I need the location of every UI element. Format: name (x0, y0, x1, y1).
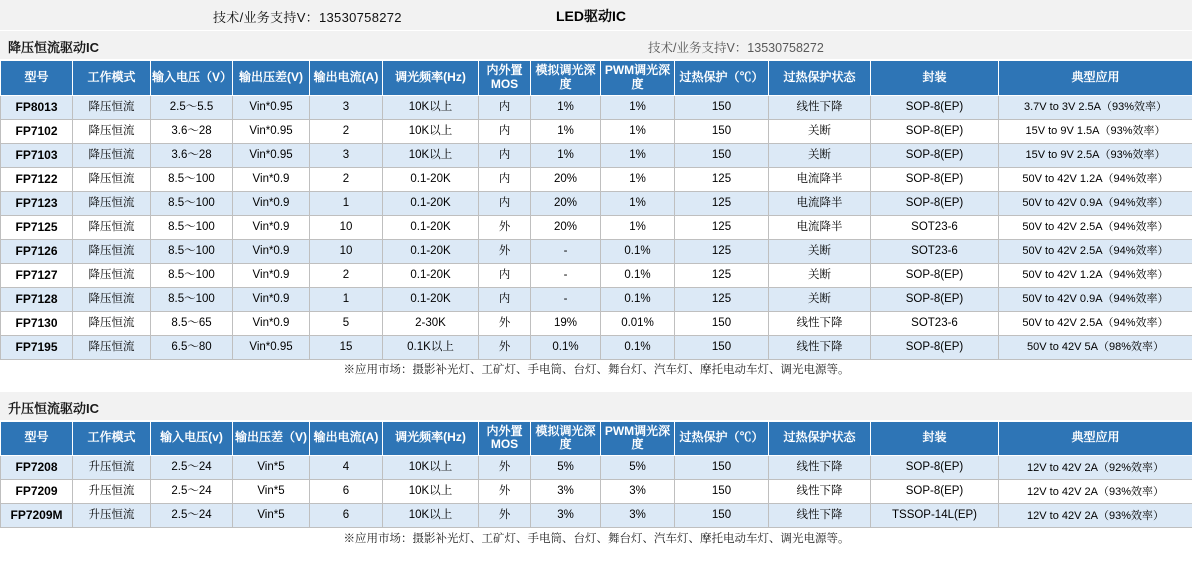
cell-application: 12V to 42V 2A（92%效率） (999, 456, 1192, 480)
table-row (1, 480, 1192, 504)
cell-package: SOP-8(EP) (871, 480, 999, 504)
cell-vdrop: Vin*0.95 (233, 143, 310, 167)
cell-model: FP7126 (1, 239, 73, 263)
application-note: ※应用市场：摄影补光灯、工矿灯、手电筒、台灯、舞台灯、汽车灯、摩托电动车灯、调光电源等。 (1, 359, 1192, 382)
cell-application: 50V to 42V 5A（98%效率） (999, 335, 1192, 359)
cell-application: 50V to 42V 0.9A（94%效率） (999, 191, 1192, 215)
cell-pwm: 0.01% (601, 311, 675, 335)
cell-mos: 内 (479, 191, 531, 215)
cell-analog: 1% (531, 95, 601, 119)
cell-otp-state: 关断 (769, 263, 871, 287)
cell-vdrop: Vin*5 (233, 504, 310, 528)
cell-vin: 6.5～80 (151, 335, 233, 359)
table-row (1, 504, 1192, 528)
cell-package: SOP-8(EP) (871, 287, 999, 311)
cell-vin: 8.5～100 (151, 263, 233, 287)
cell-vin: 2.5～24 (151, 456, 233, 480)
cell-pwm: 0.1% (601, 239, 675, 263)
cell-application: 12V to 42V 2A（93%效率） (999, 504, 1192, 528)
cell-otp-state: 线性下降 (769, 335, 871, 359)
support-contact-top: 技术/业务支持V：13530758272 (213, 10, 402, 25)
table-row (1, 215, 1192, 239)
cell-package: SOP-8(EP) (871, 143, 999, 167)
buck-table (0, 60, 1192, 382)
cell-model: FP7209 (1, 480, 73, 504)
cell-pwm: 3% (601, 480, 675, 504)
section-header-boost (0, 392, 1192, 421)
col-mos: 内外置MOS (479, 61, 531, 96)
cell-mode: 降压恒流 (73, 239, 151, 263)
cell-vdrop: Vin*0.95 (233, 335, 310, 359)
col-analog-depth: 模拟调光深度 (531, 421, 601, 456)
table-row (1, 95, 1192, 119)
col-vin: 输入电压(v) (151, 421, 233, 456)
cell-mode: 降压恒流 (73, 335, 151, 359)
cell-vin: 8.5～100 (151, 239, 233, 263)
section-title-boost: 升压恒流驱动IC (8, 400, 100, 416)
buck-table-body (1, 95, 1192, 382)
col-analog-depth: 模拟调光深度 (531, 61, 601, 96)
cell-pwm: 1% (601, 119, 675, 143)
boost-table (0, 421, 1192, 551)
col-pwm-depth: PWM调光深度 (601, 61, 675, 96)
cell-otp: 125 (675, 167, 769, 191)
cell-model: FP7122 (1, 167, 73, 191)
cell-pwm: 5% (601, 456, 675, 480)
cell-vdrop: Vin*0.95 (233, 119, 310, 143)
col-mos: 内外置MOS (479, 421, 531, 456)
col-application: 典型应用 (999, 61, 1192, 96)
cell-application: 12V to 42V 2A（93%效率） (999, 480, 1192, 504)
cell-analog: 5% (531, 456, 601, 480)
cell-mos: 内 (479, 95, 531, 119)
cell-mos: 外 (479, 504, 531, 528)
cell-mos: 外 (479, 239, 531, 263)
cell-freq: 10K以上 (383, 119, 479, 143)
cell-vdrop: Vin*0.9 (233, 239, 310, 263)
cell-mos: 外 (479, 480, 531, 504)
cell-otp: 150 (675, 119, 769, 143)
cell-vin: 2.5～24 (151, 504, 233, 528)
cell-iout: 10 (310, 239, 383, 263)
cell-model: FP7195 (1, 335, 73, 359)
cell-model: FP7209M (1, 504, 73, 528)
cell-freq: 2-30K (383, 311, 479, 335)
cell-package: SOP-8(EP) (871, 456, 999, 480)
cell-model: FP7125 (1, 215, 73, 239)
cell-mode: 升压恒流 (73, 456, 151, 480)
cell-application: 15V to 9V 1.5A（93%效率） (999, 119, 1192, 143)
cell-pwm: 0.1% (601, 263, 675, 287)
cell-pwm: 1% (601, 95, 675, 119)
cell-freq: 0.1-20K (383, 191, 479, 215)
cell-otp: 150 (675, 335, 769, 359)
cell-mos: 内 (479, 143, 531, 167)
cell-analog: - (531, 239, 601, 263)
cell-package: SOP-8(EP) (871, 263, 999, 287)
col-model: 型号 (1, 421, 73, 456)
cell-mos: 内 (479, 167, 531, 191)
cell-iout: 1 (310, 191, 383, 215)
cell-model: FP7128 (1, 287, 73, 311)
cell-iout: 3 (310, 95, 383, 119)
cell-mode: 降压恒流 (73, 143, 151, 167)
cell-package: SOP-8(EP) (871, 191, 999, 215)
cell-otp: 150 (675, 456, 769, 480)
cell-vdrop: Vin*5 (233, 456, 310, 480)
cell-otp-state: 电流降半 (769, 167, 871, 191)
section-spacer (0, 382, 1192, 392)
cell-analog: 0.1% (531, 335, 601, 359)
cell-analog: 20% (531, 191, 601, 215)
cell-otp: 125 (675, 191, 769, 215)
cell-iout: 1 (310, 287, 383, 311)
cell-vin: 8.5～65 (151, 311, 233, 335)
cell-package: SOP-8(EP) (871, 119, 999, 143)
cell-mode: 降压恒流 (73, 287, 151, 311)
cell-application: 50V to 42V 2.5A（94%效率） (999, 239, 1192, 263)
cell-application: 50V to 42V 0.9A（94%效率） (999, 287, 1192, 311)
cell-iout: 6 (310, 504, 383, 528)
cell-vin: 8.5～100 (151, 167, 233, 191)
cell-pwm: 0.1% (601, 335, 675, 359)
col-otp: 过热保护（℃） (675, 421, 769, 456)
table-row (1, 167, 1192, 191)
cell-package: SOT23-6 (871, 215, 999, 239)
col-pwm-depth: PWM调光深度 (601, 421, 675, 456)
cell-mos: 外 (479, 311, 531, 335)
cell-pwm: 1% (601, 167, 675, 191)
cell-mode: 降压恒流 (73, 263, 151, 287)
cell-otp-state: 关断 (769, 239, 871, 263)
cell-vdrop: Vin*0.95 (233, 95, 310, 119)
section-header-buck (0, 31, 1192, 60)
cell-otp: 150 (675, 95, 769, 119)
cell-analog: 20% (531, 215, 601, 239)
cell-vdrop: Vin*0.9 (233, 215, 310, 239)
cell-otp-state: 线性下降 (769, 480, 871, 504)
cell-freq: 10K以上 (383, 143, 479, 167)
cell-analog: 19% (531, 311, 601, 335)
cell-otp-state: 电流降半 (769, 215, 871, 239)
cell-mode: 升压恒流 (73, 480, 151, 504)
cell-analog: 20% (531, 167, 601, 191)
table-row (1, 263, 1192, 287)
col-application: 典型应用 (999, 421, 1192, 456)
cell-otp: 125 (675, 215, 769, 239)
cell-analog: 3% (531, 504, 601, 528)
cell-model: FP7130 (1, 311, 73, 335)
cell-application: 50V to 42V 2.5A（94%效率） (999, 311, 1192, 335)
cell-vin: 8.5～100 (151, 287, 233, 311)
col-otp: 过热保护（℃） (675, 61, 769, 96)
col-otp-state: 过热保护状态 (769, 61, 871, 96)
cell-mode: 降压恒流 (73, 215, 151, 239)
cell-iout: 2 (310, 263, 383, 287)
table-row (1, 456, 1192, 480)
cell-freq: 10K以上 (383, 504, 479, 528)
table-row (1, 191, 1192, 215)
cell-vdrop: Vin*0.9 (233, 311, 310, 335)
cell-otp-state: 关断 (769, 143, 871, 167)
cell-package: SOT23-6 (871, 311, 999, 335)
cell-vdrop: Vin*5 (233, 480, 310, 504)
cell-pwm: 1% (601, 215, 675, 239)
cell-package: SOP-8(EP) (871, 95, 999, 119)
cell-model: FP7102 (1, 119, 73, 143)
cell-otp-state: 关断 (769, 119, 871, 143)
cell-application: 50V to 42V 2.5A（94%效率） (999, 215, 1192, 239)
section-title-buck: 降压恒流驱动IC (8, 40, 100, 55)
table-row (1, 143, 1192, 167)
col-model: 型号 (1, 61, 73, 96)
cell-vin: 2.5～5.5 (151, 95, 233, 119)
cell-package: SOP-8(EP) (871, 335, 999, 359)
cell-freq: 10K以上 (383, 480, 479, 504)
col-vdrop: 输出压差（V) (233, 421, 310, 456)
cell-otp: 125 (675, 287, 769, 311)
cell-freq: 0.1K以上 (383, 335, 479, 359)
cell-package: TSSOP-14L(EP) (871, 504, 999, 528)
col-dim-freq: 调光频率(Hz) (383, 61, 479, 96)
application-note-row (1, 528, 1192, 551)
col-package: 封装 (871, 61, 999, 96)
cell-otp-state: 线性下降 (769, 311, 871, 335)
cell-pwm: 1% (601, 191, 675, 215)
cell-vin: 8.5～100 (151, 215, 233, 239)
cell-vdrop: Vin*0.9 (233, 263, 310, 287)
cell-iout: 15 (310, 335, 383, 359)
cell-application: 50V to 42V 1.2A（94%效率） (999, 263, 1192, 287)
col-vin: 输入电压（V） (151, 61, 233, 96)
cell-analog: - (531, 263, 601, 287)
table-row (1, 335, 1192, 359)
table-row (1, 239, 1192, 263)
cell-vin: 8.5～100 (151, 191, 233, 215)
cell-model: FP7127 (1, 263, 73, 287)
cell-vin: 2.5～24 (151, 480, 233, 504)
cell-application: 3.7V to 3V 2.5A（93%效率） (999, 95, 1192, 119)
cell-otp-state: 关断 (769, 287, 871, 311)
cell-freq: 0.1-20K (383, 239, 479, 263)
support-contact-section: 技术/业务支持V：13530758272 (648, 41, 824, 55)
cell-freq: 10K以上 (383, 456, 479, 480)
cell-mos: 内 (479, 263, 531, 287)
cell-freq: 0.1-20K (383, 287, 479, 311)
cell-application: 15V to 9V 2.5A（93%效率） (999, 143, 1192, 167)
cell-iout: 6 (310, 480, 383, 504)
cell-pwm: 1% (601, 143, 675, 167)
cell-otp: 150 (675, 480, 769, 504)
col-package: 封装 (871, 421, 999, 456)
table-header-row (1, 421, 1192, 456)
boost-table-body (1, 456, 1192, 551)
page-title: LED驱动IC (556, 8, 626, 24)
cell-iout: 2 (310, 119, 383, 143)
col-vdrop: 输出压差(V) (233, 61, 310, 96)
cell-otp-state: 线性下降 (769, 95, 871, 119)
cell-application: 50V to 42V 1.2A（94%效率） (999, 167, 1192, 191)
cell-analog: - (531, 287, 601, 311)
cell-mos: 外 (479, 335, 531, 359)
cell-pwm: 3% (601, 504, 675, 528)
cell-package: SOT23-6 (871, 239, 999, 263)
cell-otp: 150 (675, 311, 769, 335)
cell-mode: 降压恒流 (73, 119, 151, 143)
cell-vin: 3.6～28 (151, 143, 233, 167)
cell-mode: 降压恒流 (73, 311, 151, 335)
cell-vin: 3.6～28 (151, 119, 233, 143)
table-row (1, 119, 1192, 143)
table-header-row (1, 61, 1192, 96)
cell-iout: 2 (310, 167, 383, 191)
cell-mos: 内 (479, 287, 531, 311)
cell-vdrop: Vin*0.9 (233, 287, 310, 311)
cell-analog: 3% (531, 480, 601, 504)
cell-vdrop: Vin*0.9 (233, 167, 310, 191)
col-iout: 输出电流(A) (310, 61, 383, 96)
cell-analog: 1% (531, 143, 601, 167)
cell-otp: 125 (675, 263, 769, 287)
cell-otp-state: 线性下降 (769, 504, 871, 528)
cell-mode: 升压恒流 (73, 504, 151, 528)
cell-otp-state: 线性下降 (769, 456, 871, 480)
cell-vdrop: Vin*0.9 (233, 191, 310, 215)
cell-iout: 4 (310, 456, 383, 480)
cell-otp: 150 (675, 504, 769, 528)
col-otp-state: 过热保护状态 (769, 421, 871, 456)
cell-model: FP7123 (1, 191, 73, 215)
cell-iout: 10 (310, 215, 383, 239)
cell-freq: 0.1-20K (383, 167, 479, 191)
top-banner (0, 0, 1192, 31)
col-dim-freq: 调光频率(Hz) (383, 421, 479, 456)
cell-otp: 125 (675, 239, 769, 263)
cell-model: FP8013 (1, 95, 73, 119)
cell-analog: 1% (531, 119, 601, 143)
cell-freq: 0.1-20K (383, 215, 479, 239)
cell-iout: 3 (310, 143, 383, 167)
cell-otp: 150 (675, 143, 769, 167)
cell-iout: 5 (310, 311, 383, 335)
application-note: ※应用市场：摄影补光灯、工矿灯、手电筒、台灯、舞台灯、汽车灯、摩托电动车灯、调光电源等。 (1, 528, 1192, 551)
col-mode: 工作模式 (73, 61, 151, 96)
cell-model: FP7103 (1, 143, 73, 167)
cell-mos: 内 (479, 119, 531, 143)
cell-mode: 降压恒流 (73, 167, 151, 191)
cell-model: FP7208 (1, 456, 73, 480)
cell-freq: 10K以上 (383, 95, 479, 119)
cell-pwm: 0.1% (601, 287, 675, 311)
application-note-row (1, 359, 1192, 382)
cell-mode: 降压恒流 (73, 191, 151, 215)
col-iout: 输出电流(A) (310, 421, 383, 456)
cell-mos: 外 (479, 215, 531, 239)
cell-package: SOP-8(EP) (871, 167, 999, 191)
cell-freq: 0.1-20K (383, 263, 479, 287)
cell-otp-state: 电流降半 (769, 191, 871, 215)
col-mode: 工作模式 (73, 421, 151, 456)
table-row (1, 287, 1192, 311)
cell-mode: 降压恒流 (73, 95, 151, 119)
table-row (1, 311, 1192, 335)
cell-mos: 外 (479, 456, 531, 480)
